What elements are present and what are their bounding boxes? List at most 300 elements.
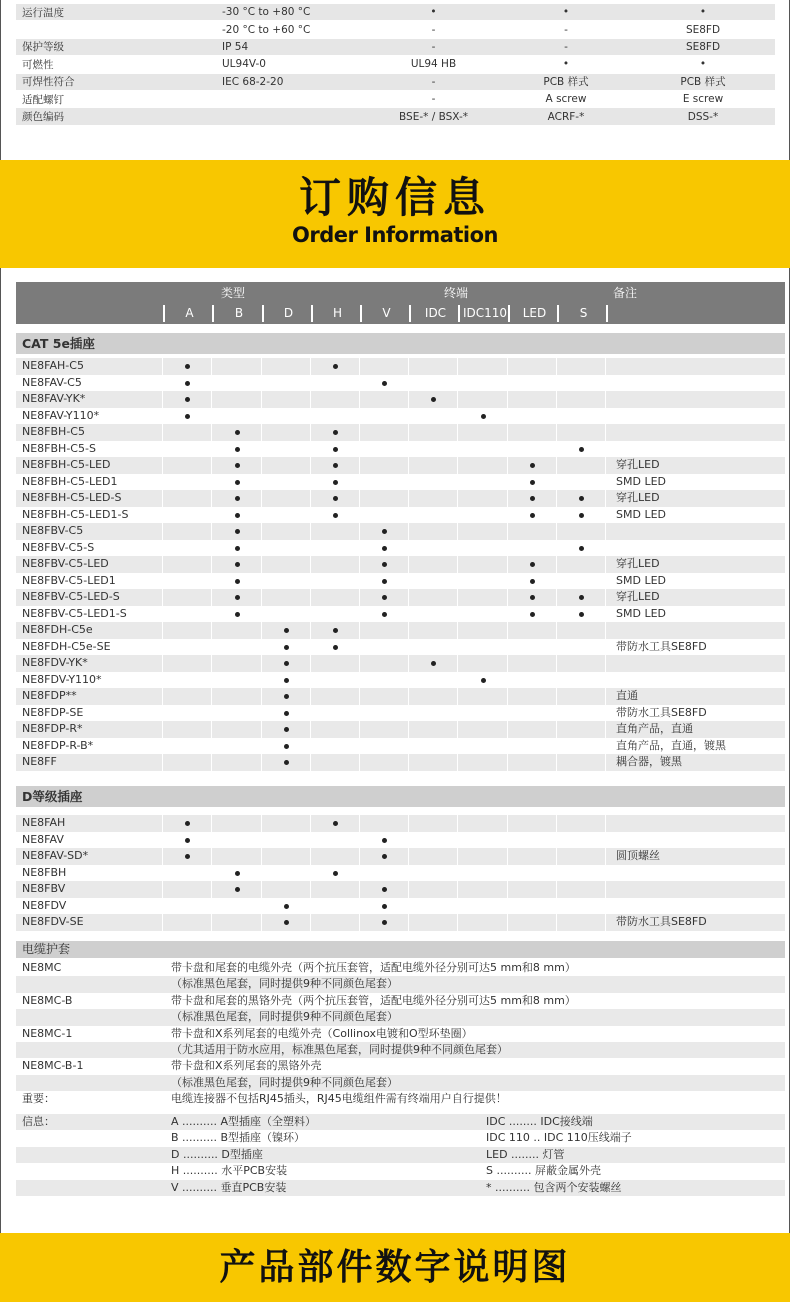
row-cell xyxy=(311,848,360,865)
legend-entry: H .......... 水平PCB安装 xyxy=(171,1164,288,1178)
feature-dot xyxy=(333,480,338,485)
feature-dot xyxy=(382,579,387,584)
row-cell xyxy=(360,639,409,656)
cable-desc: 带卡盘和X系列尾套的黑铬外壳 xyxy=(171,1059,322,1073)
product-note: 圆顶螺丝 xyxy=(616,849,660,862)
row-cell xyxy=(508,408,557,425)
row-cell xyxy=(262,540,311,557)
row-cell xyxy=(409,815,458,832)
row-cell xyxy=(212,622,262,639)
row-cell xyxy=(458,589,508,606)
cable-desc: 带卡盘和尾套的电缆外壳（两个抗压套管，适配电缆外径分别可达5 mm和8 mm） xyxy=(171,961,576,974)
cable-desc: （尤其适用于防水应用，标准黑色尾套，同时提供9种不同颜色尾套） xyxy=(171,1042,508,1056)
row-cell xyxy=(360,424,409,441)
product-name: NE8FDP-R-B* xyxy=(22,738,94,752)
spec-value: BSE-* / BSX-* xyxy=(366,108,501,125)
spec-value xyxy=(216,108,366,125)
product-name: NE8FBH-C5-S xyxy=(22,441,96,455)
feature-dot xyxy=(235,430,240,435)
row-cell xyxy=(508,898,557,915)
product-name: NE8FBV-C5-LED-S xyxy=(22,590,120,603)
frame-border-left-lower xyxy=(0,268,1,1233)
legend-entry: * .......... 包含两个安装螺丝 xyxy=(486,1180,622,1194)
row-cell xyxy=(409,573,458,590)
order-table-header xyxy=(16,282,785,324)
product-row xyxy=(16,672,785,689)
cable-name: NE8MC-B-1 xyxy=(22,1059,84,1073)
row-cell xyxy=(409,441,458,458)
row-cell xyxy=(163,721,212,738)
row-cell xyxy=(557,881,606,898)
row-cell xyxy=(409,507,458,524)
row-cell xyxy=(409,375,458,392)
row-cell xyxy=(409,606,458,623)
header-group-notes: 备注 xyxy=(613,286,638,300)
product-name: NE8FBV xyxy=(22,882,66,895)
product-row xyxy=(16,606,785,623)
dclass-rows xyxy=(16,815,785,931)
row-cell xyxy=(360,507,409,524)
row-cell xyxy=(212,914,262,931)
legend-line xyxy=(16,1163,785,1179)
feature-dot xyxy=(530,612,535,617)
legend-entry: IDC ........ IDC接线端 xyxy=(486,1115,593,1128)
feature-dot xyxy=(235,447,240,452)
row-cell xyxy=(458,573,508,590)
row-cell xyxy=(458,705,508,722)
feature-dot xyxy=(333,645,338,650)
row-cell xyxy=(212,375,262,392)
cable-name: 重要： xyxy=(22,1092,55,1106)
row-cell xyxy=(163,914,212,931)
row-cell xyxy=(508,848,557,865)
cat5e-rows xyxy=(16,358,785,771)
feature-dot xyxy=(185,854,190,859)
spec-value: • xyxy=(366,4,501,21)
feature-dot xyxy=(235,463,240,468)
feature-dot xyxy=(284,711,289,716)
product-row xyxy=(16,898,785,915)
row-cell xyxy=(212,358,262,375)
header-col-idc: IDC xyxy=(409,305,460,322)
row-cell xyxy=(360,721,409,738)
product-row xyxy=(16,573,785,590)
spec-value: PCB 样式 xyxy=(631,73,775,90)
row-cell xyxy=(458,815,508,832)
row-cell xyxy=(409,848,458,865)
row-cell xyxy=(458,375,508,392)
row-cell xyxy=(262,474,311,491)
row-cell xyxy=(212,672,262,689)
feature-dot xyxy=(185,838,190,843)
product-name: NE8FBV-C5-LED1-S xyxy=(22,606,127,620)
row-cell xyxy=(557,424,606,441)
row-cell xyxy=(212,738,262,755)
cable-desc: 带卡盘和X系列尾套的电缆外壳（Collinox电镀和O型环垫圈） xyxy=(171,1026,473,1040)
feature-dot xyxy=(530,595,535,600)
product-row xyxy=(16,523,785,540)
header-col-d: D xyxy=(262,305,313,322)
spec-value: SE8FD xyxy=(631,21,775,38)
feature-dot xyxy=(284,661,289,666)
row-cell xyxy=(557,358,606,375)
row-cell xyxy=(163,457,212,474)
banner-title-en: Order Information xyxy=(291,223,498,247)
row-cell xyxy=(409,738,458,755)
product-name: NE8FF xyxy=(22,755,57,768)
row-cell xyxy=(557,573,606,590)
feature-dot xyxy=(235,480,240,485)
product-name: NE8FAV-SD* xyxy=(22,849,89,862)
product-note: 穿孔LED xyxy=(616,458,660,471)
product-note: 穿孔LED xyxy=(616,491,660,504)
product-note: 穿孔LED xyxy=(616,557,660,570)
feature-dot xyxy=(284,744,289,749)
cable-desc: （标准黑色尾套，同时提供9种不同颜色尾套） xyxy=(171,1075,398,1089)
spec-row xyxy=(16,90,775,107)
row-cell xyxy=(212,705,262,722)
feature-dot xyxy=(284,694,289,699)
row-cell xyxy=(311,881,360,898)
feature-dot xyxy=(235,546,240,551)
section-title-cat5e: CAT 5e插座 xyxy=(16,333,785,354)
legend-line xyxy=(16,1114,785,1130)
row-cell xyxy=(409,474,458,491)
row-cell xyxy=(508,622,557,639)
product-name: NE8FBV-C5-LED1 xyxy=(22,573,116,587)
cable-desc: （标准黑色尾套，同时提供9种不同颜色尾套） xyxy=(171,977,398,991)
cable-line xyxy=(16,1009,785,1025)
feature-dot xyxy=(284,904,289,909)
row-cell xyxy=(212,815,262,832)
row-cell xyxy=(212,848,262,865)
product-note: 带防水工具SE8FD xyxy=(616,639,707,653)
row-cell xyxy=(458,721,508,738)
row-cell xyxy=(163,556,212,573)
row-cell xyxy=(458,474,508,491)
product-note: 耦合器，镀黑 xyxy=(616,755,682,768)
feature-dot xyxy=(530,579,535,584)
feature-dot xyxy=(284,920,289,925)
row-cell xyxy=(163,688,212,705)
row-cell xyxy=(163,622,212,639)
row-cell xyxy=(508,358,557,375)
row-cell xyxy=(262,375,311,392)
feature-dot xyxy=(530,463,535,468)
row-cell xyxy=(360,705,409,722)
row-cell xyxy=(212,898,262,915)
spec-label: 运行温度 xyxy=(16,4,216,21)
row-cell xyxy=(409,589,458,606)
feature-dot xyxy=(382,887,387,892)
row-cell xyxy=(409,639,458,656)
bottom-banner xyxy=(0,1233,790,1302)
row-cell xyxy=(508,754,557,771)
row-cell xyxy=(262,573,311,590)
product-name: NE8FAV-YK* xyxy=(22,392,86,405)
spec-value: - xyxy=(366,21,501,38)
row-cell xyxy=(458,738,508,755)
product-note: SMD LED xyxy=(616,606,666,620)
feature-dot xyxy=(333,447,338,452)
row-cell xyxy=(557,815,606,832)
product-row xyxy=(16,848,785,865)
row-cell xyxy=(212,655,262,672)
header-col-led: LED xyxy=(508,305,559,322)
row-cell xyxy=(557,655,606,672)
row-cell xyxy=(311,672,360,689)
row-cell xyxy=(409,688,458,705)
row-cell xyxy=(360,490,409,507)
product-row xyxy=(16,490,785,507)
product-row xyxy=(16,622,785,639)
section-title-dclass: D等级插座 xyxy=(16,786,785,807)
spec-value: • xyxy=(501,56,631,73)
row-cell xyxy=(557,721,606,738)
legend xyxy=(16,1114,785,1196)
row-cell xyxy=(557,754,606,771)
row-cell xyxy=(508,738,557,755)
row-cell xyxy=(311,655,360,672)
legend-entry: D .......... D型插座 xyxy=(171,1147,263,1161)
row-cell xyxy=(557,408,606,425)
row-cell xyxy=(508,688,557,705)
row-cell xyxy=(360,457,409,474)
feature-dot xyxy=(530,562,535,567)
row-cell xyxy=(458,848,508,865)
feature-dot xyxy=(382,838,387,843)
feature-dot xyxy=(579,496,584,501)
product-note: 带防水工具SE8FD xyxy=(616,915,707,928)
cable-line xyxy=(16,960,785,976)
row-cell xyxy=(163,474,212,491)
cable-name: NE8MC xyxy=(22,961,62,974)
spec-table xyxy=(16,4,775,126)
product-row xyxy=(16,507,785,524)
row-cell xyxy=(557,523,606,540)
product-row xyxy=(16,754,785,771)
feature-dot xyxy=(481,678,486,683)
feature-dot xyxy=(382,595,387,600)
legend-line xyxy=(16,1180,785,1196)
header-col-a: A xyxy=(163,305,214,322)
row-cell xyxy=(311,523,360,540)
feature-dot xyxy=(235,562,240,567)
row-cell xyxy=(262,441,311,458)
row-cell xyxy=(163,655,212,672)
feature-dot xyxy=(382,612,387,617)
spec-value: • xyxy=(631,56,775,73)
product-name: NE8FBV-C5-LED xyxy=(22,557,109,570)
row-cell xyxy=(508,705,557,722)
row-cell xyxy=(163,705,212,722)
row-cell xyxy=(458,507,508,524)
spec-value: • xyxy=(631,4,775,21)
row-cell xyxy=(163,523,212,540)
row-cell xyxy=(262,424,311,441)
row-cell xyxy=(508,832,557,849)
row-cell xyxy=(163,589,212,606)
product-row xyxy=(16,457,785,474)
row-cell xyxy=(557,457,606,474)
product-row xyxy=(16,424,785,441)
feature-dot xyxy=(382,562,387,567)
row-cell xyxy=(409,881,458,898)
feature-dot xyxy=(284,645,289,650)
product-row xyxy=(16,441,785,458)
product-name: NE8FDH-C5e xyxy=(22,623,93,636)
product-name: NE8FDV-Y110* xyxy=(22,672,102,686)
legend-entry: V .......... 垂直PCB安装 xyxy=(171,1180,287,1194)
row-cell xyxy=(311,738,360,755)
product-row xyxy=(16,815,785,832)
row-cell xyxy=(212,754,262,771)
product-row xyxy=(16,540,785,557)
spec-value: A screw xyxy=(501,90,631,107)
product-row xyxy=(16,655,785,672)
spec-value xyxy=(216,90,366,107)
row-cell xyxy=(508,523,557,540)
cable-line xyxy=(16,1042,785,1058)
product-note: SMD LED xyxy=(616,573,666,587)
product-row xyxy=(16,914,785,931)
legend-entry: B .......... B型插座（镍环） xyxy=(171,1131,306,1145)
row-cell xyxy=(508,721,557,738)
row-cell xyxy=(409,490,458,507)
row-cell xyxy=(311,898,360,915)
feature-dot xyxy=(235,513,240,518)
row-cell xyxy=(311,606,360,623)
bottom-banner-title: 产品部件数字说明图 xyxy=(219,1247,571,1288)
row-cell xyxy=(360,672,409,689)
row-cell xyxy=(262,865,311,882)
product-row xyxy=(16,832,785,849)
feature-dot xyxy=(530,513,535,518)
cable-line xyxy=(16,993,785,1009)
product-name: NE8FAV xyxy=(22,832,64,846)
feature-dot xyxy=(185,414,190,419)
product-row xyxy=(16,865,785,882)
row-cell xyxy=(508,815,557,832)
product-note: 直角产品，直通，镀黑 xyxy=(616,738,726,752)
feature-dot xyxy=(284,628,289,633)
spec-row xyxy=(16,56,775,73)
row-cell xyxy=(212,688,262,705)
row-cell xyxy=(360,688,409,705)
row-cell xyxy=(458,358,508,375)
row-cell xyxy=(163,573,212,590)
row-cell xyxy=(409,408,458,425)
row-cell xyxy=(311,540,360,557)
row-cell xyxy=(360,474,409,491)
product-name: NE8FBH-C5-LED xyxy=(22,458,111,471)
row-cell xyxy=(163,540,212,557)
row-cell xyxy=(458,540,508,557)
product-name: NE8FBH-C5-LED1-S xyxy=(22,507,129,521)
row-cell xyxy=(409,672,458,689)
row-cell xyxy=(262,815,311,832)
row-cell xyxy=(262,507,311,524)
feature-dot xyxy=(579,513,584,518)
feature-dot xyxy=(431,397,436,402)
spec-value: IEC 68-2-20 xyxy=(216,73,366,90)
row-cell xyxy=(163,606,212,623)
spec-value: -30 °C to +80 °C xyxy=(216,4,366,21)
row-cell xyxy=(557,556,606,573)
row-cell xyxy=(557,688,606,705)
product-name: NE8FDP-R* xyxy=(22,722,83,735)
product-name: NE8FBH-C5-LED1 xyxy=(22,474,118,488)
row-cell xyxy=(508,914,557,931)
feature-dot xyxy=(284,678,289,683)
feature-dot xyxy=(382,854,387,859)
product-name: NE8FDV-YK* xyxy=(22,656,88,669)
row-cell xyxy=(311,375,360,392)
row-cell xyxy=(311,589,360,606)
row-cell xyxy=(508,672,557,689)
row-cell xyxy=(508,865,557,882)
row-cell xyxy=(409,540,458,557)
row-cell xyxy=(458,523,508,540)
product-row xyxy=(16,721,785,738)
product-row xyxy=(16,705,785,722)
cable-line xyxy=(16,1075,785,1091)
row-cell xyxy=(360,358,409,375)
row-cell xyxy=(311,754,360,771)
feature-dot xyxy=(333,430,338,435)
row-cell xyxy=(458,622,508,639)
feature-dot xyxy=(284,727,289,732)
row-cell xyxy=(458,606,508,623)
row-cell xyxy=(360,655,409,672)
legend-entry: A .......... A型插座（全塑料） xyxy=(171,1115,317,1128)
feature-dot xyxy=(530,496,535,501)
spec-value: - xyxy=(501,21,631,38)
row-cell xyxy=(409,705,458,722)
row-cell xyxy=(508,391,557,408)
row-cell xyxy=(458,688,508,705)
row-cell xyxy=(311,573,360,590)
row-cell xyxy=(311,391,360,408)
row-cell xyxy=(409,622,458,639)
spec-value: DSS-* xyxy=(631,108,775,125)
row-cell xyxy=(311,832,360,849)
row-cell xyxy=(508,881,557,898)
row-cell xyxy=(163,754,212,771)
feature-dot xyxy=(333,821,338,826)
row-cell xyxy=(409,556,458,573)
product-name: NE8FDP** xyxy=(22,689,77,702)
product-note: 直角产品，直通 xyxy=(616,722,693,735)
feature-dot xyxy=(431,661,436,666)
row-cell xyxy=(458,490,508,507)
product-note: 直通 xyxy=(616,689,638,702)
feature-dot xyxy=(235,887,240,892)
cable-name: NE8MC-1 xyxy=(22,1026,73,1040)
row-cell xyxy=(458,391,508,408)
feature-dot xyxy=(235,579,240,584)
row-cell xyxy=(557,672,606,689)
row-cell xyxy=(458,655,508,672)
row-cell xyxy=(557,865,606,882)
spec-value: - xyxy=(366,73,501,90)
feature-dot xyxy=(382,381,387,386)
product-row xyxy=(16,589,785,606)
row-cell xyxy=(557,914,606,931)
row-cell xyxy=(409,914,458,931)
order-information-banner xyxy=(0,160,790,268)
feature-dot xyxy=(579,612,584,617)
